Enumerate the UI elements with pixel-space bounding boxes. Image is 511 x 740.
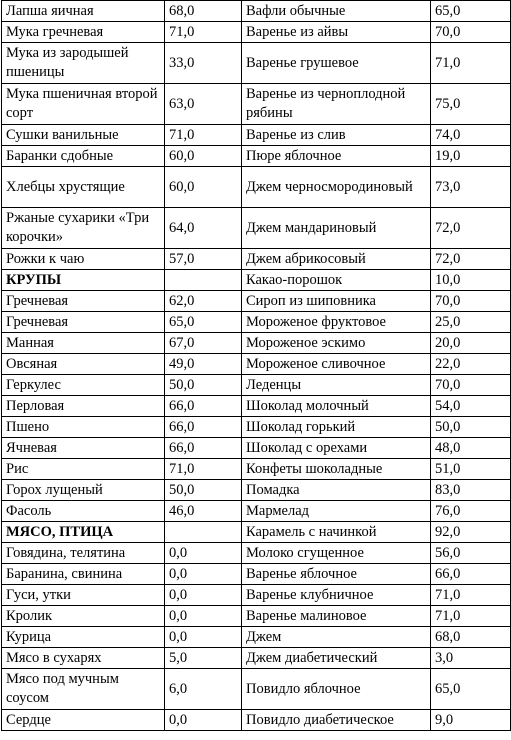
value-cell: 33,0 bbox=[165, 43, 242, 84]
value-cell: 50,0 bbox=[165, 480, 242, 501]
product-name-cell: Мороженое эскимо bbox=[242, 333, 431, 354]
value-cell: 0,0 bbox=[165, 710, 242, 731]
table-row bbox=[2, 125, 511, 146]
product-name-cell: Джем мандариновый bbox=[242, 208, 431, 249]
value-cell: 0,0 bbox=[165, 543, 242, 564]
value-cell: 22,0 bbox=[431, 354, 511, 375]
table-row bbox=[2, 543, 511, 564]
value-cell: 83,0 bbox=[431, 480, 511, 501]
value-cell: 71,0 bbox=[165, 125, 242, 146]
value-cell: 92,0 bbox=[431, 522, 511, 543]
product-name-cell: Курица bbox=[2, 627, 165, 648]
table-row bbox=[2, 146, 511, 167]
value-cell: 25,0 bbox=[431, 312, 511, 333]
product-name-cell: Конфеты шоколадные bbox=[242, 459, 431, 480]
table-row bbox=[2, 627, 511, 648]
product-name-cell: Варенье грушевое bbox=[242, 43, 431, 84]
value-cell: 6,0 bbox=[165, 669, 242, 710]
value-cell: 66,0 bbox=[431, 564, 511, 585]
value-cell: 60,0 bbox=[165, 167, 242, 208]
product-name-cell: Гречневая bbox=[2, 312, 165, 333]
value-cell bbox=[165, 270, 242, 291]
value-cell: 66,0 bbox=[165, 438, 242, 459]
value-cell: 48,0 bbox=[431, 438, 511, 459]
value-cell: 71,0 bbox=[165, 459, 242, 480]
product-name-cell: Шоколад горький bbox=[242, 417, 431, 438]
table-row bbox=[2, 396, 511, 417]
value-cell: 56,0 bbox=[431, 543, 511, 564]
value-cell: 10,0 bbox=[431, 270, 511, 291]
food-table-body bbox=[2, 1, 511, 731]
product-name-cell: Сушки ванильные bbox=[2, 125, 165, 146]
product-name-cell: Мармелад bbox=[242, 501, 431, 522]
value-cell: 72,0 bbox=[431, 249, 511, 270]
table-row bbox=[2, 522, 511, 543]
product-name-cell: Сердце bbox=[2, 710, 165, 731]
table-row bbox=[2, 22, 511, 43]
value-cell: 71,0 bbox=[431, 585, 511, 606]
value-cell: 50,0 bbox=[165, 375, 242, 396]
value-cell: 70,0 bbox=[431, 375, 511, 396]
value-cell: 50,0 bbox=[431, 417, 511, 438]
value-cell: 3,0 bbox=[431, 648, 511, 669]
value-cell: 46,0 bbox=[165, 501, 242, 522]
table-row bbox=[2, 606, 511, 627]
value-cell: 20,0 bbox=[431, 333, 511, 354]
table-row bbox=[2, 354, 511, 375]
value-cell: 9,0 bbox=[431, 710, 511, 731]
product-name-cell: Мясо под мучным соусом bbox=[2, 669, 165, 710]
value-cell: 73,0 bbox=[431, 167, 511, 208]
value-cell: 63,0 bbox=[165, 84, 242, 125]
value-cell: 0,0 bbox=[165, 585, 242, 606]
value-cell: 0,0 bbox=[165, 606, 242, 627]
product-name-cell: Варенье из слив bbox=[242, 125, 431, 146]
product-name-cell: Шоколад с орехами bbox=[242, 438, 431, 459]
table-row bbox=[2, 84, 511, 125]
value-cell: 68,0 bbox=[165, 1, 242, 22]
value-cell: 5,0 bbox=[165, 648, 242, 669]
product-name-cell: Геркулес bbox=[2, 375, 165, 396]
product-name-cell: Ячневая bbox=[2, 438, 165, 459]
product-name-cell: МЯСО, ПТИЦА bbox=[2, 522, 165, 543]
table-row bbox=[2, 585, 511, 606]
product-name-cell: Варенье яблочное bbox=[242, 564, 431, 585]
product-name-cell: Помадка bbox=[242, 480, 431, 501]
product-name-cell: Фасоль bbox=[2, 501, 165, 522]
product-name-cell: КРУПЫ bbox=[2, 270, 165, 291]
table-row bbox=[2, 249, 511, 270]
value-cell: 62,0 bbox=[165, 291, 242, 312]
product-name-cell: Лапша яичная bbox=[2, 1, 165, 22]
value-cell: 57,0 bbox=[165, 249, 242, 270]
product-name-cell: Карамель с начинкой bbox=[242, 522, 431, 543]
product-name-cell: Рожки к чаю bbox=[2, 249, 165, 270]
table-row bbox=[2, 167, 511, 208]
product-name-cell: Повидло яблочное bbox=[242, 669, 431, 710]
value-cell: 71,0 bbox=[431, 43, 511, 84]
product-name-cell: Баранки сдобные bbox=[2, 146, 165, 167]
value-cell: 67,0 bbox=[165, 333, 242, 354]
product-name-cell: Мука гречневая bbox=[2, 22, 165, 43]
table-row bbox=[2, 312, 511, 333]
product-name-cell: Гуси, утки bbox=[2, 585, 165, 606]
value-cell: 65,0 bbox=[431, 1, 511, 22]
product-name-cell: Какао-порошок bbox=[242, 270, 431, 291]
product-name-cell: Ржаные сухарики «Три корочки» bbox=[2, 208, 165, 249]
product-name-cell: Варенье малиновое bbox=[242, 606, 431, 627]
value-cell bbox=[165, 522, 242, 543]
value-cell: 70,0 bbox=[431, 291, 511, 312]
value-cell: 65,0 bbox=[165, 312, 242, 333]
product-name-cell: Джем bbox=[242, 627, 431, 648]
table-row bbox=[2, 564, 511, 585]
value-cell: 49,0 bbox=[165, 354, 242, 375]
value-cell: 68,0 bbox=[431, 627, 511, 648]
product-name-cell: Повидло диабетическое bbox=[242, 710, 431, 731]
value-cell: 72,0 bbox=[431, 208, 511, 249]
table-row bbox=[2, 1, 511, 22]
product-name-cell: Джем диабетический bbox=[242, 648, 431, 669]
product-name-cell: Вафли обычные bbox=[242, 1, 431, 22]
value-cell: 66,0 bbox=[165, 396, 242, 417]
value-cell: 65,0 bbox=[431, 669, 511, 710]
value-cell: 54,0 bbox=[431, 396, 511, 417]
table-row bbox=[2, 501, 511, 522]
product-name-cell: Перловая bbox=[2, 396, 165, 417]
table-row bbox=[2, 291, 511, 312]
product-name-cell: Сироп из шиповника bbox=[242, 291, 431, 312]
product-name-cell: Мука пшеничная второй сорт bbox=[2, 84, 165, 125]
product-name-cell: Леденцы bbox=[242, 375, 431, 396]
value-cell: 64,0 bbox=[165, 208, 242, 249]
value-cell: 71,0 bbox=[165, 22, 242, 43]
product-name-cell: Говядина, телятина bbox=[2, 543, 165, 564]
table-row bbox=[2, 669, 511, 710]
table-row bbox=[2, 438, 511, 459]
table-row bbox=[2, 710, 511, 731]
product-name-cell: Пюре яблочное bbox=[242, 146, 431, 167]
value-cell: 76,0 bbox=[431, 501, 511, 522]
table-row bbox=[2, 417, 511, 438]
value-cell: 0,0 bbox=[165, 564, 242, 585]
value-cell: 0,0 bbox=[165, 627, 242, 648]
table-row bbox=[2, 208, 511, 249]
table-row bbox=[2, 43, 511, 84]
value-cell: 75,0 bbox=[431, 84, 511, 125]
product-name-cell: Варенье из айвы bbox=[242, 22, 431, 43]
table-row bbox=[2, 648, 511, 669]
value-cell: 74,0 bbox=[431, 125, 511, 146]
product-name-cell: Баранина, свинина bbox=[2, 564, 165, 585]
product-name-cell: Кролик bbox=[2, 606, 165, 627]
table-row bbox=[2, 480, 511, 501]
table-row bbox=[2, 333, 511, 354]
product-name-cell: Шоколад молочный bbox=[242, 396, 431, 417]
product-name-cell: Манная bbox=[2, 333, 165, 354]
product-name-cell: Пшено bbox=[2, 417, 165, 438]
value-cell: 70,0 bbox=[431, 22, 511, 43]
table-row bbox=[2, 375, 511, 396]
product-name-cell: Варенье клубничное bbox=[242, 585, 431, 606]
table-row bbox=[2, 270, 511, 291]
product-name-cell: Мука из зародышей пшеницы bbox=[2, 43, 165, 84]
product-name-cell: Молоко сгущенное bbox=[242, 543, 431, 564]
value-cell: 19,0 bbox=[431, 146, 511, 167]
product-name-cell: Хлебцы хрустящие bbox=[2, 167, 165, 208]
product-name-cell: Гречневая bbox=[2, 291, 165, 312]
product-name-cell: Овсяная bbox=[2, 354, 165, 375]
value-cell: 60,0 bbox=[165, 146, 242, 167]
product-name-cell: Джем абрикосовый bbox=[242, 249, 431, 270]
product-name-cell: Рис bbox=[2, 459, 165, 480]
product-name-cell: Мороженое сливочное bbox=[242, 354, 431, 375]
product-name-cell: Мороженое фруктовое bbox=[242, 312, 431, 333]
table-row bbox=[2, 459, 511, 480]
product-name-cell: Варенье из черноплодной рябины bbox=[242, 84, 431, 125]
value-cell: 71,0 bbox=[431, 606, 511, 627]
product-name-cell: Джем черносмородиновый bbox=[242, 167, 431, 208]
food-table bbox=[1, 0, 511, 731]
value-cell: 66,0 bbox=[165, 417, 242, 438]
product-name-cell: Горох лущеный bbox=[2, 480, 165, 501]
value-cell: 51,0 bbox=[431, 459, 511, 480]
product-name-cell: Мясо в сухарях bbox=[2, 648, 165, 669]
